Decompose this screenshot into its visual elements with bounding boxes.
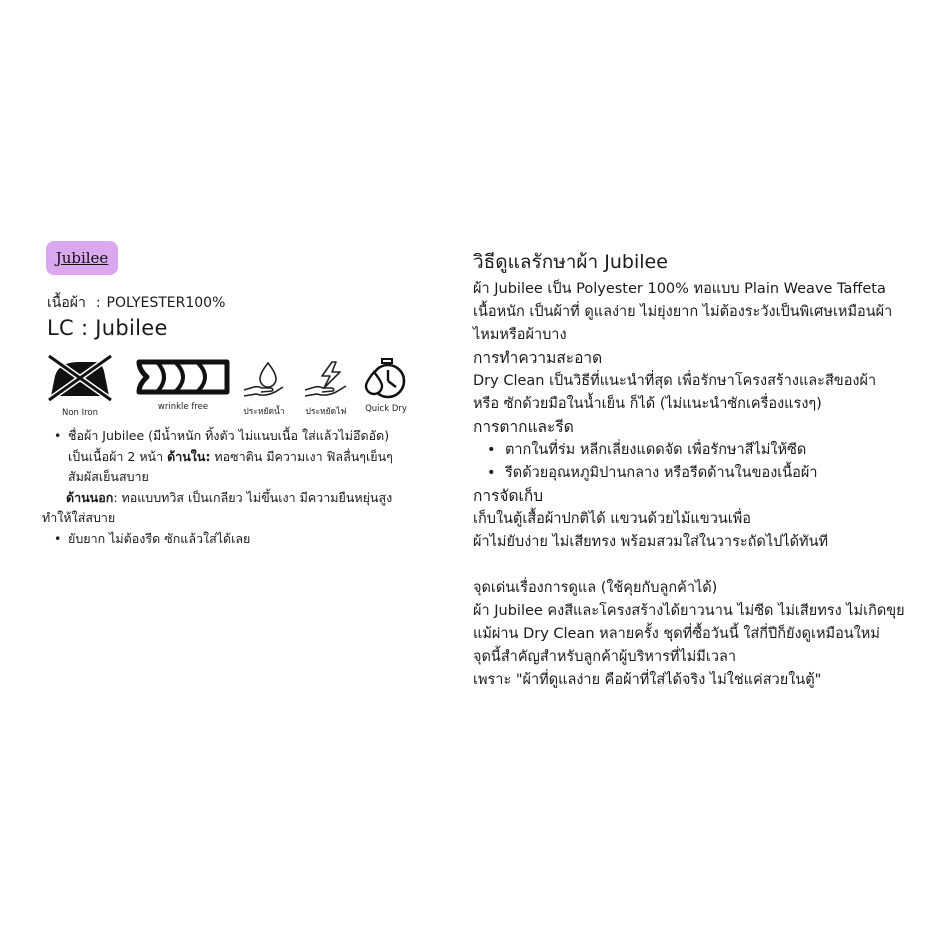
storage-line-1: เก็บในตู้เสื้อผ้าปกติได้ แขวนด้วยไม้แขวนเพื่อ — [473, 511, 751, 527]
outer-side-label: ด้านนอก — [66, 489, 114, 505]
save-power-label: ประหยัดไฟ — [305, 407, 347, 417]
inner-side-text: ทอซาติน มีความเงา ฟิลลื่นๆเย็นๆ — [210, 448, 393, 464]
bullet-fabric-name: • ชื่อผ้า Jubilee (มีน้ำหนัก ทิ้งตัว ไม่แนบเนื้อ ใส่แล้วไม่อึดอัด) — [46, 426, 446, 447]
highlight-line-1: ผ้า Jubilee คงสีและโครงสร้างได้ยาวนาน ไม่ซีด ไม่เสียทรง ไม่เกิดขุย — [473, 603, 905, 619]
fabric-description — [42, 426, 446, 549]
care-title: วิธีดูแลรักษาผ้า Jubilee — [473, 251, 668, 273]
stopwatch-drop-icon — [362, 358, 410, 400]
quick-dry-item — [358, 358, 414, 414]
non-iron-label: Non Iron — [61, 408, 99, 418]
save-water-label: ประหยัดน้ำ — [243, 407, 285, 417]
lc-title: LC : Jubilee — [47, 316, 168, 340]
inner-side-label: ด้านใน: — [167, 448, 211, 464]
inner-side-feel: สัมผัสเย็นสบาย — [68, 469, 149, 484]
intro-line-2: เนื้อหนัก เป็นผ้าที่ ดูแลง่าย ไม่ยุ่งยาก ไม่ต้องระวังเป็นพิเศษเหมือนผ้า — [473, 304, 893, 320]
wrinkle-free-item — [134, 356, 232, 412]
quick-dry-label: Quick Dry — [365, 404, 407, 414]
save-water-item — [238, 360, 290, 418]
two-sided-text: เป็นเนื้อผ้า 2 หน้า — [68, 448, 168, 464]
water-drop-hand-icon — [241, 360, 287, 400]
fabric-value: POLYESTER100% — [106, 295, 226, 311]
badge-label: Jubilee — [55, 249, 109, 267]
highlight-line-4: เพราะ "ผ้าที่ดูแลง่าย คือผ้าที่ใส่ได้จริง ไม่ใช่แค่สวยในตู้" — [473, 672, 822, 688]
drying-bullet-1: • ตากในที่ร่ม หลีกเลี่ยงแดดจัด เพื่อรักษาสีไม่ให้ซีด — [473, 439, 933, 462]
fabric-separator: : — [95, 295, 101, 311]
highlight-line-2: แม้ผ่าน Dry Clean หลายครั้ง ชุดที่ซื้อวันนี้ ใส่กี่ปีก็ยังดูเหมือนใหม่ — [473, 626, 880, 642]
highlight-heading: จุดเด่นเรื่องการดูแล (ใช้คุยกับลูกค้าได้) — [473, 580, 718, 596]
intro-line-3: ไหมหรือผ้าบาง — [473, 327, 567, 343]
care-instructions — [473, 248, 933, 692]
no-iron-icon — [45, 352, 115, 404]
bullet-wrinkle-free: • ยับยาก ไม่ต้องรีด ซักแล้วใส่ได้เลย — [46, 529, 446, 550]
intro-line-1: ผ้า Jubilee เป็น Polyester 100% ทอแบบ Plain Weave Taffeta — [473, 281, 886, 297]
wrinkle-free-label: wrinkle free — [157, 402, 209, 412]
drying-heading: การตากและรีด — [473, 418, 574, 436]
fabric-two-sided-line — [46, 447, 446, 468]
drying-bullet-2: • รีดด้วยอุณหภูมิปานกลาง หรือรีดด้านในของเนื้อผ้า — [473, 462, 933, 485]
cleaning-line-2: หรือ ซักด้วยมือในน้ำเย็น ก็ได้ (ไม่แนะนำซักเครื่องแรงๆ) — [473, 396, 822, 412]
storage-heading: การจัดเก็บ — [473, 487, 544, 505]
save-power-item — [298, 360, 354, 418]
fabric-line — [47, 292, 225, 314]
wrinkle-free-icon — [135, 356, 231, 398]
cleaning-heading: การทำความสะอาด — [473, 349, 603, 367]
outer-side-comfort: ทำให้ใส่สบาย — [42, 510, 116, 525]
jubilee-badge — [46, 241, 118, 275]
storage-line-2: ผ้าไม่ยับง่าย ไม่เสียทรง พร้อมสวมใส่ในวาระถัดไปได้ทันที — [473, 534, 829, 550]
outer-side-text: : ทอแบบทวิส เป็นเกลียว ไม่ขึ้นเงา มีความยืนหยุ่นสูง — [113, 489, 393, 505]
lightning-hand-icon — [302, 360, 350, 400]
non-iron-item — [44, 352, 116, 418]
fabric-label: เนื้อผ้า — [47, 295, 86, 311]
section-spacer — [473, 554, 933, 577]
outer-side-line — [46, 488, 446, 509]
highlight-line-3: จุดนี้สำคัญสำหรับลูกค้าผู้บริหารที่ไม่มีเวลา — [473, 649, 736, 665]
cleaning-line-1: Dry Clean เป็นวิธีที่แนะนำที่สุด เพื่อรักษาโครงสร้างและสีของผ้า — [473, 373, 877, 389]
